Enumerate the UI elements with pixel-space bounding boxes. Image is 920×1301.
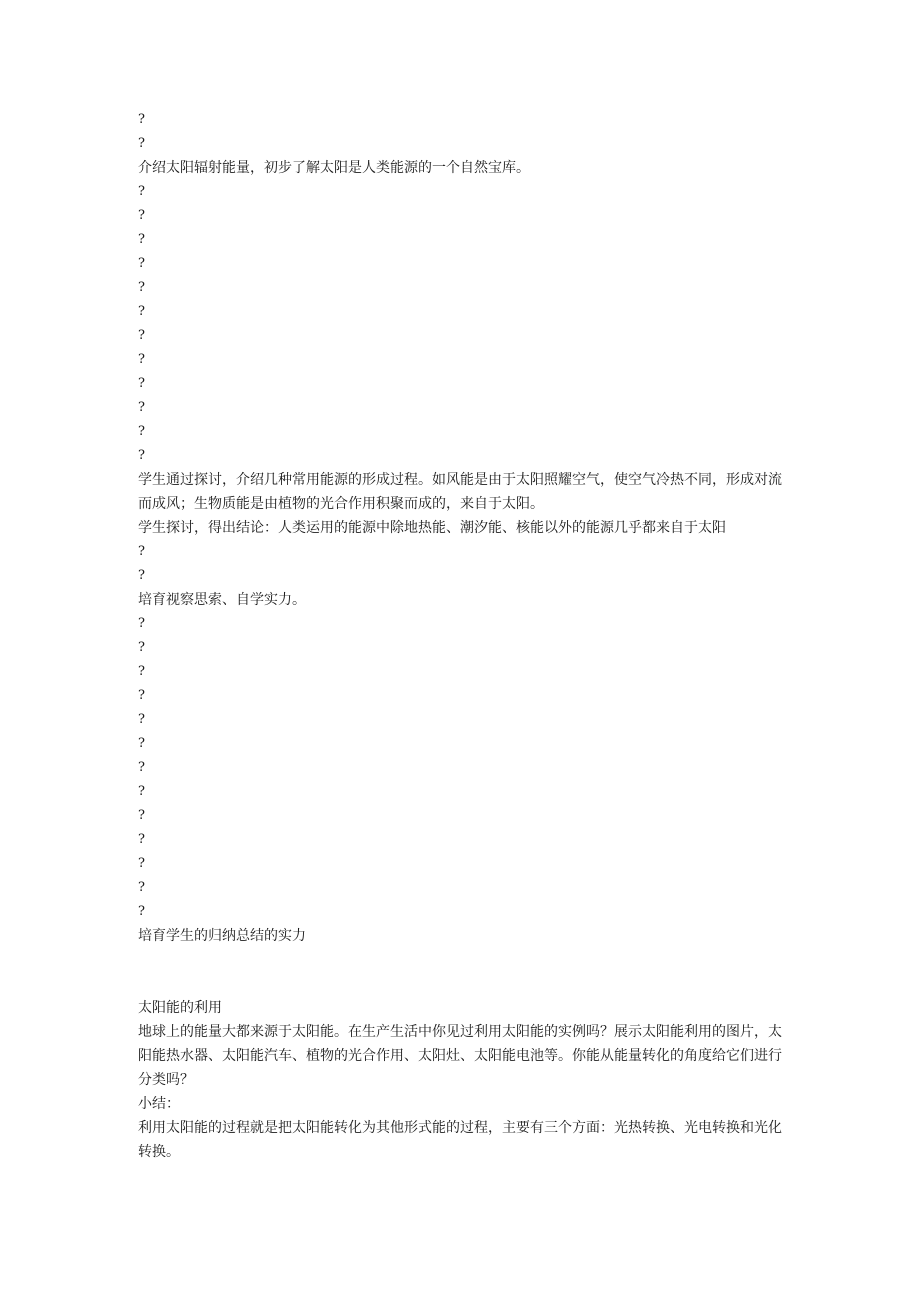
question-mark: ? xyxy=(138,616,145,631)
question-mark: ? xyxy=(138,904,145,919)
question-mark: ? xyxy=(138,712,145,727)
question-mark: ? xyxy=(138,280,145,295)
question-mark: ? xyxy=(138,328,145,343)
question-mark: ? xyxy=(138,856,145,871)
question-mark: ? xyxy=(138,736,145,751)
question-mark: ? xyxy=(138,256,145,271)
question-mark: ? xyxy=(138,304,145,319)
question-mark: ? xyxy=(138,232,145,247)
question-mark: ? xyxy=(138,112,145,127)
question-mark: ? xyxy=(138,184,145,199)
question-mark: ? xyxy=(138,352,145,367)
skill-text: 培育视察思索、自学实力。 xyxy=(138,592,306,608)
question-mark: ? xyxy=(138,664,145,679)
summary-paragraph: 利用太阳能的过程就是把太阳能转化为其他形式能的过程，主要有三个方面：光热转换、光电转换和光化转换。 xyxy=(138,1120,782,1160)
section-heading: 太阳能的利用 xyxy=(138,1000,222,1016)
question-mark: ? xyxy=(138,208,145,223)
question-mark: ? xyxy=(138,424,145,439)
discussion-text: 学生通过探讨，介绍几种常用能源的形成过程。如风能是由于太阳照耀空气，使空气冷热不同，形成对流而成风；生物质能是由植物的光合作用积聚而成的，来自于太阳。 xyxy=(138,472,782,512)
conclusion-text: 学生探讨，得出结论：人类运用的能源中除地热能、潮汐能、核能以外的能源几乎都来自于太阳 xyxy=(138,520,726,536)
question-mark: ? xyxy=(138,832,145,847)
question-mark: ? xyxy=(138,808,145,823)
document-page xyxy=(138,108,788,1164)
question-mark: ? xyxy=(138,880,145,895)
question-mark: ? xyxy=(138,568,145,583)
question-mark: ? xyxy=(138,136,145,151)
question-mark: ? xyxy=(138,544,145,559)
question-mark: ? xyxy=(138,448,145,463)
summary-label: 小结： xyxy=(138,1096,180,1112)
question-mark: ? xyxy=(138,784,145,799)
objective-text: 介绍太阳辐射能量，初步了解太阳是人类能源的一个自然宝库。 xyxy=(138,160,530,176)
question-mark: ? xyxy=(138,640,145,655)
question-mark: ? xyxy=(138,376,145,391)
question-mark: ? xyxy=(138,760,145,775)
summary-skill-text: 培育学生的归纳总结的实力 xyxy=(138,928,306,944)
question-mark: ? xyxy=(138,688,145,703)
section-spacer xyxy=(138,948,788,996)
solar-use-paragraph: 地球上的能量大都来源于太阳能。在生产生活中你见过利用太阳能的实例吗？展示太阳能利用的图片，太阳能热水器、太阳能汽车、植物的光合作用、太阳灶、太阳能电池等。你能从能量转化的角度给它们进行分类吗？ xyxy=(138,1024,782,1088)
question-mark: ? xyxy=(138,400,145,415)
